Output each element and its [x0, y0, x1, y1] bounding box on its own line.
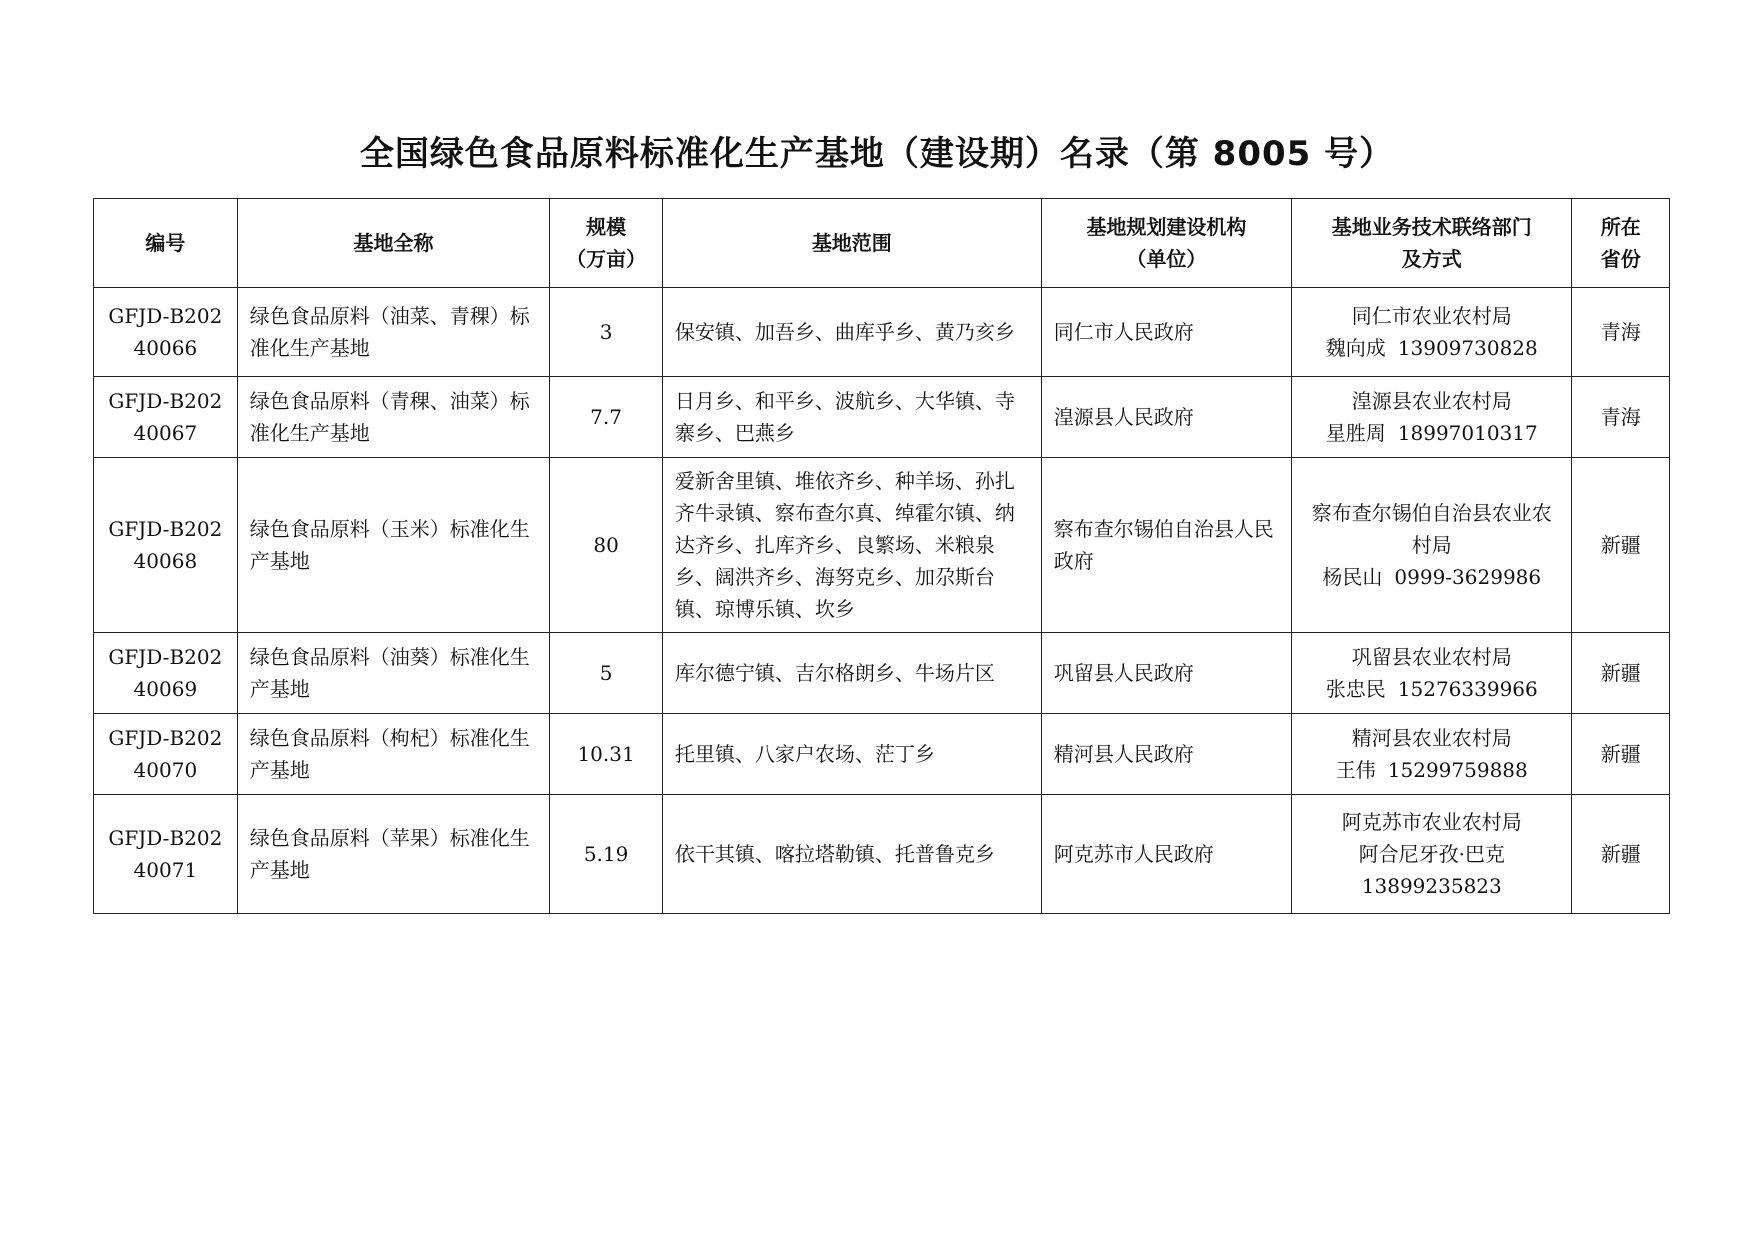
- header-scale: 规模 （万亩）: [550, 199, 663, 288]
- cell-code: GFJD-B20240069: [94, 633, 238, 714]
- cell-scope: 托里镇、八家户农场、茫丁乡: [662, 714, 1041, 795]
- cell-org: 精河县人民政府: [1041, 714, 1291, 795]
- cell-name: 绿色食品原料（苹果）标准化生产基地: [237, 795, 550, 914]
- cell-name: 绿色食品原料（玉米）标准化生产基地: [237, 458, 550, 633]
- contact-phone: 13909730828: [1397, 336, 1538, 360]
- cell-contact: [1292, 288, 1572, 377]
- cell-scale: 5.19: [550, 795, 663, 914]
- cell-org: 同仁市人民政府: [1041, 288, 1291, 377]
- contact-person: 魏向成: [1325, 336, 1386, 360]
- cell-contact: [1292, 633, 1572, 714]
- cell-org: 湟源县人民政府: [1041, 377, 1291, 458]
- contact-phone: 13899235823: [1361, 874, 1502, 898]
- table-row: [94, 714, 1670, 795]
- contact-dept: 巩留县农业农村局: [1351, 645, 1512, 669]
- cell-province: 新疆: [1572, 714, 1670, 795]
- table-row: [94, 795, 1670, 914]
- table-row: [94, 377, 1670, 458]
- contact-person: 杨民山: [1322, 565, 1383, 589]
- cell-scale: 80: [550, 458, 663, 633]
- contact-dept: 湟源县农业农村局: [1351, 389, 1512, 413]
- contact-phone: 0999-3629986: [1394, 565, 1542, 589]
- cell-contact: [1292, 714, 1572, 795]
- contact-person: 张忠民: [1325, 677, 1386, 701]
- contact-person: 星胜周: [1325, 421, 1386, 445]
- cell-scale: 3: [550, 288, 663, 377]
- header-scope: 基地范围: [662, 199, 1041, 288]
- contact-phone: 15276339966: [1397, 677, 1538, 701]
- cell-org: 巩留县人民政府: [1041, 633, 1291, 714]
- header-contact: 基地业务技术联络部门 及方式: [1292, 199, 1572, 288]
- cell-code: GFJD-B20240070: [94, 714, 238, 795]
- cell-org: 察布查尔锡伯自治县人民政府: [1041, 458, 1291, 633]
- cell-contact: [1292, 458, 1572, 633]
- header-code: 编号: [94, 199, 238, 288]
- contact-person: 阿合尼牙孜·巴克: [1358, 842, 1505, 866]
- header-province: 所在 省份: [1572, 199, 1670, 288]
- table-row: [94, 458, 1670, 633]
- cell-name: 绿色食品原料（油菜、青稞）标准化生产基地: [237, 288, 550, 377]
- cell-province: 新疆: [1572, 458, 1670, 633]
- header-name: 基地全称: [237, 199, 550, 288]
- contact-dept: 阿克苏市农业农村局: [1341, 810, 1522, 834]
- contact-dept: 精河县农业农村局: [1351, 726, 1512, 750]
- cell-org: 阿克苏市人民政府: [1041, 795, 1291, 914]
- cell-name: 绿色食品原料（青稞、油菜）标准化生产基地: [237, 377, 550, 458]
- cell-scale: 10.31: [550, 714, 663, 795]
- contact-phone: 18997010317: [1397, 421, 1538, 445]
- cell-scope: 爱新舍里镇、堆依齐乡、种羊场、孙扎齐牛录镇、察布查尔真、绰霍尔镇、纳达齐乡、扎库齐乡、良繁场、米粮泉乡、阔洪齐乡、海努克乡、加尕斯台镇、琼博乐镇、坎乡: [662, 458, 1041, 633]
- header-row: [94, 199, 1670, 288]
- table-row: [94, 633, 1670, 714]
- cell-scope: 日月乡、和平乡、波航乡、大华镇、寺寨乡、巴燕乡: [662, 377, 1041, 458]
- cell-code: GFJD-B20240071: [94, 795, 238, 914]
- cell-code: GFJD-B20240067: [94, 377, 238, 458]
- cell-contact: [1292, 377, 1572, 458]
- cell-scale: 7.7: [550, 377, 663, 458]
- header-org: 基地规划建设机构 （单位）: [1041, 199, 1291, 288]
- cell-name: 绿色食品原料（油葵）标准化生产基地: [237, 633, 550, 714]
- cell-code: GFJD-B20240068: [94, 458, 238, 633]
- contact-dept: 同仁市农业农村局: [1351, 304, 1512, 328]
- contact-person: 王伟: [1335, 758, 1376, 782]
- cell-name: 绿色食品原料（枸杞）标准化生产基地: [237, 714, 550, 795]
- cell-code: GFJD-B20240066: [94, 288, 238, 377]
- cell-province: 新疆: [1572, 633, 1670, 714]
- contact-phone: 15299759888: [1387, 758, 1528, 782]
- cell-province: 新疆: [1572, 795, 1670, 914]
- cell-province: 青海: [1572, 288, 1670, 377]
- cell-contact: [1292, 795, 1572, 914]
- cell-scope: 库尔德宁镇、吉尔格朗乡、牛场片区: [662, 633, 1041, 714]
- page-title: 全国绿色食品原料标准化生产基地（建设期）名录（第 8005 号）: [359, 134, 1395, 174]
- table-row: [94, 288, 1670, 377]
- cell-scope: 依干其镇、喀拉塔勒镇、托普鲁克乡: [662, 795, 1041, 914]
- contact-dept: 察布查尔锡伯自治县农业农村局: [1311, 501, 1552, 557]
- cell-scope: 保安镇、加吾乡、曲库乎乡、黄乃亥乡: [662, 288, 1041, 377]
- cell-province: 青海: [1572, 377, 1670, 458]
- base-roster-table: [93, 198, 1670, 914]
- cell-scale: 5: [550, 633, 663, 714]
